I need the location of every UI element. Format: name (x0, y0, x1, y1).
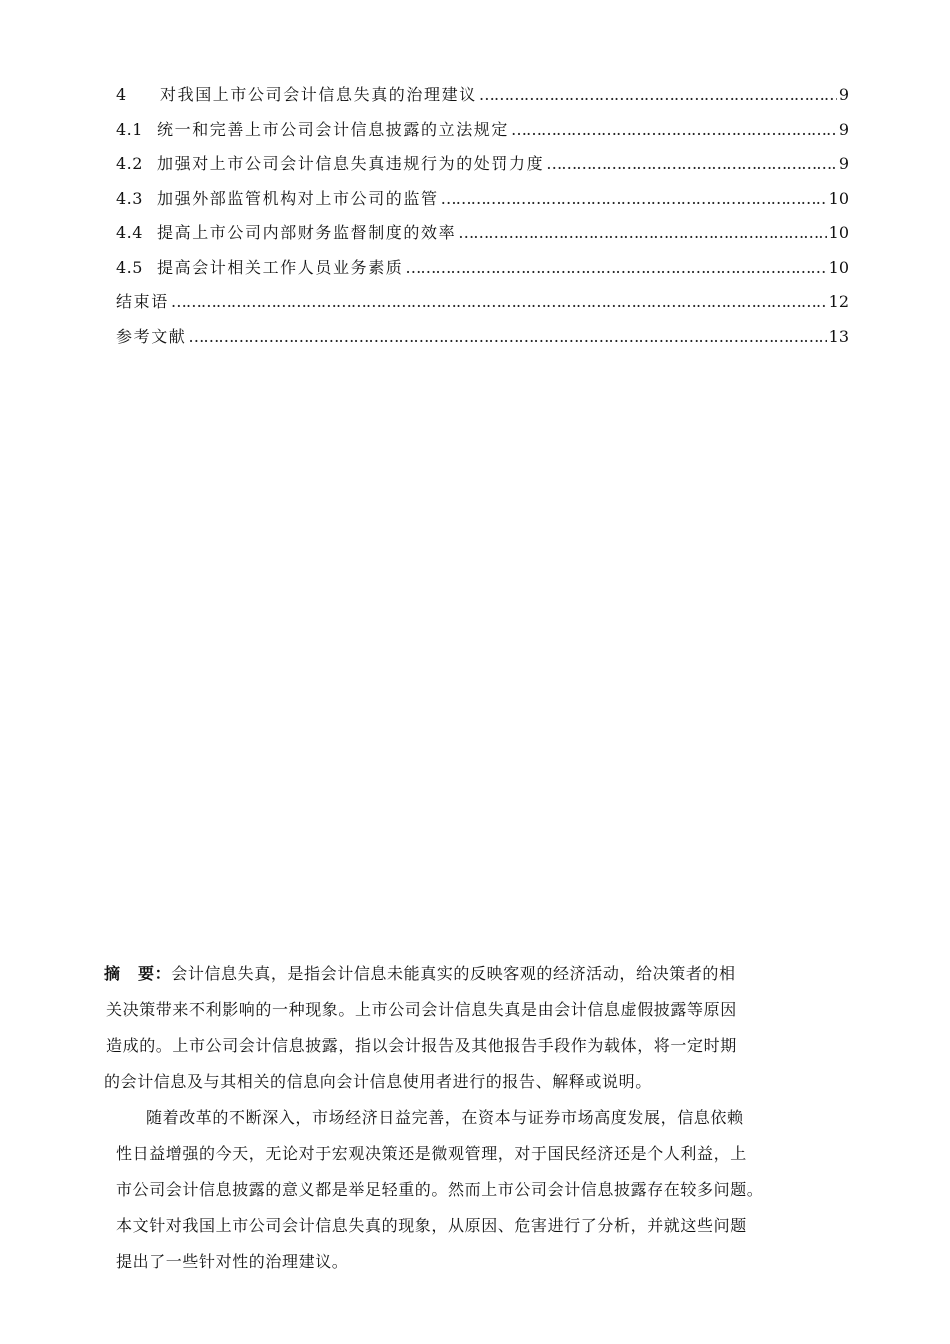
toc-entry-title: 对我国上市公司会计信息失真的治理建议 (160, 85, 477, 104)
toc-entry-title: 提高会计相关工作人员业务素质 (157, 257, 404, 277)
abstract-text: 会计信息失真，是指会计信息未能真实的反映客观的经济活动，给决策者的相 (171, 964, 736, 983)
toc-dot-leader (441, 182, 827, 217)
toc-entry-page: 13 (828, 326, 849, 346)
toc-entry-page: 12 (828, 292, 849, 311)
toc-entry[interactable] (116, 251, 849, 286)
toc-entry-title: 加强对上市公司会计信息失真违规行为的处罚力度 (157, 154, 545, 173)
toc-entry-number: 4.1 (116, 119, 143, 139)
toc-entry[interactable] (116, 113, 849, 148)
toc-entry-page: 9 (838, 85, 849, 104)
toc-entry[interactable] (116, 147, 849, 182)
abstract-line: 的会计信息及与其相关的信息向会计信息使用者进行的报告、解释或说明。 (104, 1072, 652, 1091)
toc-entry-page: 9 (838, 119, 849, 139)
toc-entry[interactable] (116, 78, 849, 113)
toc-dot-leader (511, 113, 837, 148)
abstract-line: 本文针对我国上市公司会计信息失真的现象，从原因、危害进行了分析，并就这些问题 (116, 1216, 747, 1235)
toc-dot-leader (546, 147, 837, 182)
abstract-line: 性日益增强的今天，无论对于宏观决策还是微观管理，对于国民经济还是个人利益，上 (116, 1144, 747, 1163)
toc-entry[interactable] (116, 216, 849, 251)
toc-entry-number: 4.3 (116, 188, 143, 208)
toc-entry-page: 10 (828, 223, 849, 242)
toc-dot-leader (171, 285, 827, 320)
toc-entry-title: 统一和完善上市公司会计信息披露的立法规定 (157, 119, 510, 139)
toc-entry-title: 参考文献 (116, 326, 187, 346)
abstract-label-first: 摘 (104, 964, 139, 983)
abstract-label-second: 要： (138, 964, 172, 983)
table-of-contents (116, 78, 849, 354)
toc-dot-leader (188, 320, 826, 355)
abstract-section (104, 956, 864, 1280)
toc-entry[interactable] (116, 285, 849, 320)
abstract-line: 造成的。上市公司会计信息披露，指以会计报告及其他报告手段作为载体，将一定时期 (106, 1036, 737, 1055)
toc-entry-number: 4.4 (116, 223, 143, 242)
abstract-line: 提出了一些针对性的治理建议。 (116, 1252, 349, 1271)
toc-entry-page: 9 (838, 154, 849, 173)
toc-entry-title: 加强外部监管机构对上市公司的监管 (157, 188, 439, 208)
toc-entry[interactable] (116, 182, 849, 217)
toc-dot-leader (458, 216, 826, 251)
toc-entry-page: 10 (828, 257, 849, 277)
toc-entry-number: 4.2 (116, 154, 143, 173)
toc-entry[interactable] (116, 320, 849, 355)
toc-entry-page: 10 (828, 188, 849, 208)
abstract-line: 随着改革的不断深入，市场经济日益完善，在资本与证券市场高度发展，信息依赖 (146, 1108, 744, 1127)
toc-entry-title: 提高上市公司内部财务监督制度的效率 (157, 223, 457, 242)
toc-entry-number: 4 (116, 85, 127, 104)
toc-entry-title: 结束语 (116, 292, 169, 311)
abstract-line (104, 956, 864, 992)
toc-entry-number: 4.5 (116, 257, 143, 277)
toc-dot-leader (405, 251, 826, 286)
toc-dot-leader (479, 78, 837, 113)
abstract-line: 关决策带来不利影响的一种现象。上市公司会计信息失真是由会计信息虚假披露等原因 (106, 1000, 737, 1019)
abstract-line: 市公司会计信息披露的意义都是举足轻重的。然而上市公司会计信息披露存在较多问题。 (116, 1180, 764, 1199)
